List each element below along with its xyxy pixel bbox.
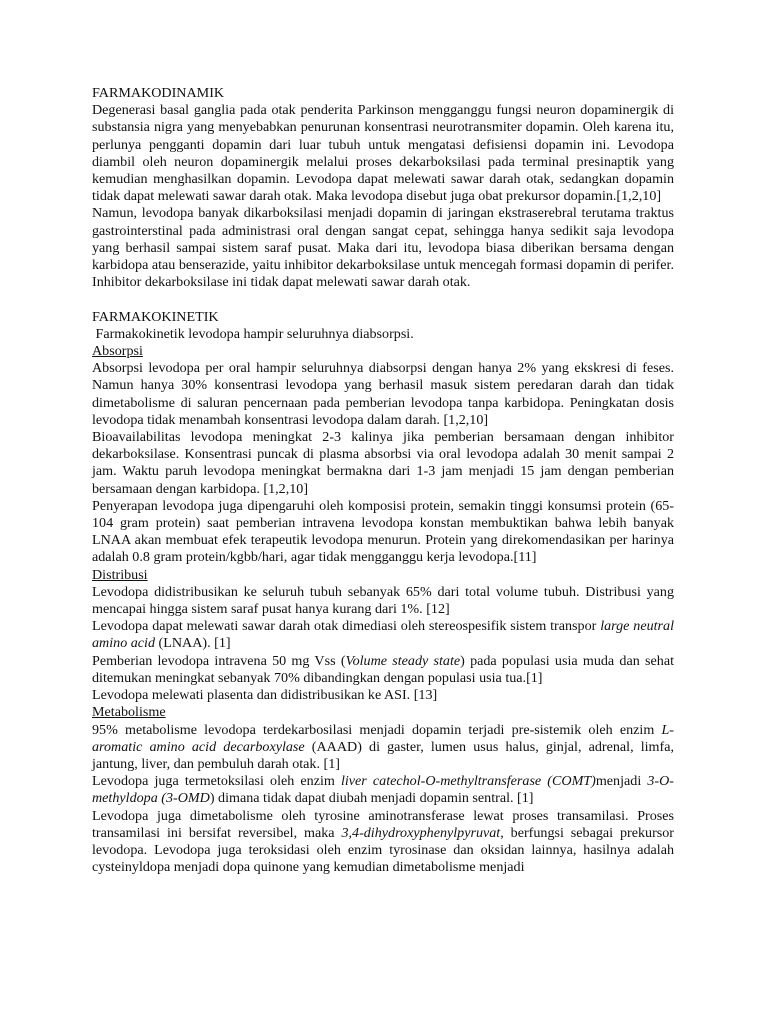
- paragraph: [92, 722, 674, 774]
- text-run: ) dimana tidak dapat diubah menjadi dopamin sentral. [1]: [209, 790, 534, 807]
- italic-term: 3-O-methyldopa (3-OMD: [92, 773, 674, 807]
- paragraph: Namun, levodopa banyak dikarboksilasi menjadi dopamin di jaringan ekstraserebral terutama traktus gastrointerstinal pada administrasi oral dengan sangat cepat, sehingga hanya sedikit saja levodopa yang berhasil sampai sistem saraf pusat. Maka dari itu, levodopa biasa diberikan bersama dengan karbidopa atau benserazide, yaitu inhibitor dekarboksilase untuk mencegah formasi dopamin di perifer. Inhibitor dekarboksilase ini tidak dapat melewati sawar darah otak.: [92, 205, 674, 291]
- section-heading-farmakodinamik: FARMAKODINAMIK: [92, 85, 225, 101]
- subheading-absorpsi: Absorpsi: [92, 343, 143, 360]
- paragraph: [92, 808, 674, 877]
- paragraph: Farmakokinetik levodopa hampir seluruhnya diabsorpsi.: [92, 325, 414, 342]
- text-run: (AAAD) di gaster, lumen usus halus, ginjal, adrenal, limfa, jantung, liver, dan pembuluh darah otak. [1]: [92, 738, 674, 772]
- text-run: menjadi: [595, 773, 648, 790]
- italic-term: 3,4-dihydroxyphenylpyruvat: [341, 824, 501, 841]
- text-run: (LNAA). [1]: [155, 635, 231, 652]
- paragraph: Levodopa didistribusikan ke seluruh tubuh sebanyak 65% dari total volume tubuh. Distribusi yang mencapai hingga sistem saraf pusat hanya kurang dari 1%. [12]: [92, 583, 674, 618]
- document-page: [92, 85, 674, 876]
- blank-line: [92, 291, 674, 308]
- subheading-metabolisme: Metabolisme: [92, 704, 166, 721]
- text-run: , berfungsi sebagai prekursor levodopa. Levodopa juga teroksidasi oleh enzim tyrosinase dan oksidan lainnya, hasilnya adalah cysteinyldopa menjadi dopa quinone yang kemudian dimetabolisme menjadi: [92, 824, 675, 876]
- text-run: Levodopa dapat melewati sawar darah otak dimediasi oleh stereospesifik sistem transpor: [92, 618, 601, 635]
- text-run: Levodopa juga termetoksilasi oleh enzim: [92, 773, 341, 790]
- subheading-distribusi: Distribusi: [92, 566, 148, 583]
- text-run: Levodopa juga dimetabolisme oleh tyrosine aminotransferase lewat proses transamilasi. Proses transamilasi ini bersifat reversibel, maka: [92, 807, 674, 841]
- paragraph: [92, 618, 674, 652]
- paragraph: [92, 773, 674, 807]
- paragraph: Absorpsi levodopa per oral hampir seluruhnya diabsorpsi dengan hanya 2% yang ekskresi di feses. Namun hanya 30% konsentrasi levodopa yang berhasil masuk sistem peredaran darah dan tidak dimetabolisme di saluran pencernaan pada pemberian levodopa tanpa karbidopa. Peningkatan dosis levodopa tidak menambah konsentrasi levodopa dalam darah. [1,2,10]: [92, 360, 674, 428]
- paragraph: Levodopa melewati plasenta dan didistribusikan ke ASI. [13]: [92, 687, 438, 704]
- paragraph: Penyerapan levodopa juga dipengaruhi oleh komposisi protein, semakin tinggi konsumsi protein (65-104 gram protein) saat pemberian intravena levodopa konstan membuktikan bahwa lebih banyak LNAA akan membuat efek terapeutik levodopa menurun. Protein yang direkomendasikan per harinya adalah 0.8 gram protein/kgbb/hari, agar tidak mengganggu kerja levodopa.[11]: [92, 497, 674, 566]
- section-heading-farmakokinetik: FARMAKOKINETIK: [92, 308, 219, 325]
- text-run: 95% metabolisme levodopa terdekarbosilasi menjadi dopamin terjadi pre-sistemik oleh enzim: [92, 721, 662, 738]
- paragraph: [92, 653, 674, 687]
- italic-term: large neutral amino acid: [92, 618, 674, 652]
- italic-term: Volume steady state: [345, 652, 461, 669]
- italic-term: L-aromatic amino acid decarboxylase: [92, 721, 674, 755]
- paragraph: Bioavailabilitas levodopa meningkat 2-3 kalinya jika pemberian bersamaan dengan inhibitor dekarboksilase. Konsentrasi puncak di plasma absorbsi via oral levodopa adalah 30 menit sampai 2 jam. Waktu paruh levodopa meningkat bermakna dari 1-3 jam menjadi 15 jam dengan pemberian bersamaan dengan karbidopa. [1,2,10]: [92, 429, 674, 497]
- paragraph: Degenerasi basal ganglia pada otak penderita Parkinson mengganggu fungsi neuron dopaminergik di substansia nigra yang menyebabkan penurunan konsentrasi neurotransmiter dopamin. Oleh karena itu, perlunya pengganti dopamin dari luar tubuh untuk mengatasi defisiensi dopamin ini. Levodopa diambil oleh neuron dopaminergik melalui proses dekarboksilasi pada terminal presinaptik yang kemudian menghasilkan dopamin. Levodopa dapat melewati sawar darah otak, sedangkan dopamin tidak dapat melewati sawar darah otak. Maka levodopa disebut juga obat prekursor dopamin.[1,2,10]: [92, 102, 674, 205]
- text-run: ) pada populasi usia muda dan sehat ditemukan meningkat sebanyak 70% dibandingkan dengan populasi usia tua.[1]: [92, 652, 674, 686]
- italic-term: liver catechol-O-methyltransferase (COMT): [340, 773, 596, 790]
- text-run: Pemberian levodopa intravena 50 mg Vss (: [92, 652, 346, 669]
